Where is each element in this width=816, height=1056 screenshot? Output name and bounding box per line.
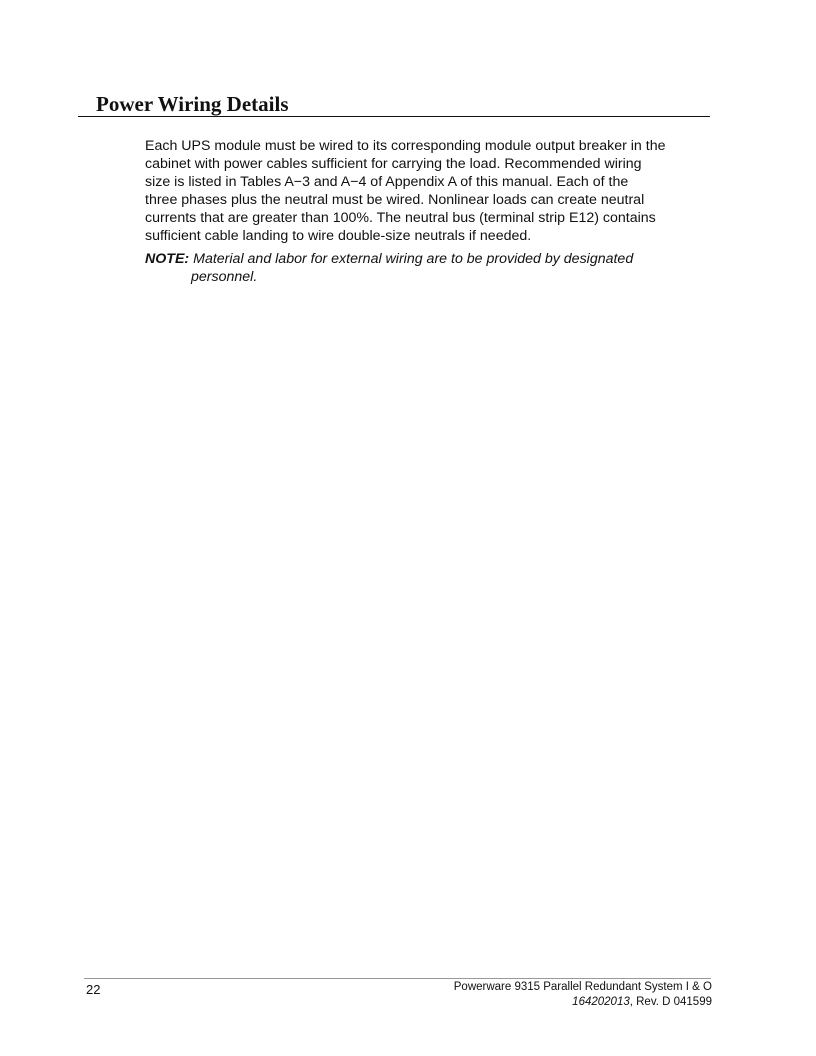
- footer-doc-revision-line: [454, 995, 712, 1010]
- body-line: size is listed in Tables A−3 and A−4 of Appendix A of this manual. Each of the: [145, 174, 629, 190]
- section-title: Power Wiring Details: [96, 92, 289, 116]
- footer-revision: , Rev. D 041599: [629, 996, 712, 1008]
- footer-divider: [84, 978, 711, 979]
- body-paragraph: [145, 137, 705, 245]
- footer-doc-number: 164202013: [572, 996, 630, 1008]
- body-line: cabinet with power cables sufficient for carrying the load. Recommended wiring: [145, 156, 642, 172]
- note-text-line2: personnel.: [191, 269, 258, 285]
- footer-document-info: [454, 980, 712, 1010]
- body-line: sufficient cable landing to wire double-size neutrals if needed.: [145, 228, 532, 244]
- note-label: NOTE:: [145, 251, 190, 267]
- footer-doc-title: Powerware 9315 Parallel Redundant System I & O: [453, 981, 712, 993]
- note-text-line1: Material and labor for external wiring are to be provided by designated: [193, 251, 634, 267]
- body-line: currents that are greater than 100%. The neutral bus (terminal strip E12) contains: [145, 210, 656, 226]
- body-line: three phases plus the neutral must be wired. Nonlinear loads can create neutral: [145, 192, 645, 208]
- section-heading: [78, 92, 710, 117]
- body-line: Each UPS module must be wired to its corresponding module output breaker in the: [145, 138, 666, 154]
- page-number: 22: [86, 982, 101, 997]
- note-block: [145, 250, 685, 286]
